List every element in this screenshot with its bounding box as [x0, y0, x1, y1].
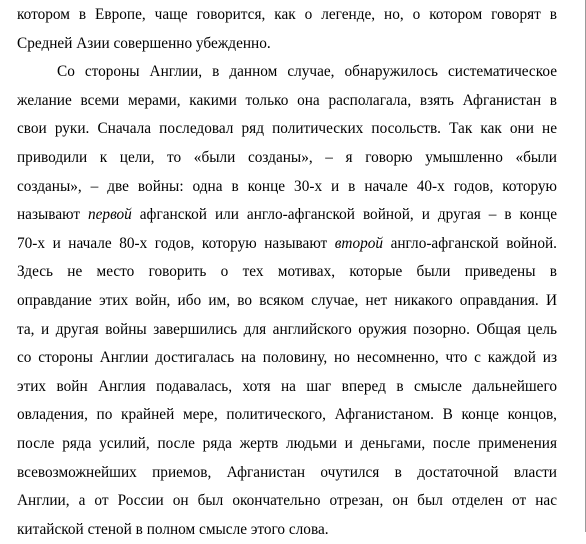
text-line: свои руки. Сначала последовал ряд политических посольств. Так как они не	[17, 120, 557, 138]
text-run: англо-афганской войной.	[383, 234, 557, 252]
text-line	[17, 201, 557, 230]
text-line: созданы», – две войны: одна в конце 30-х и в начале 40-х годов, которую	[17, 177, 557, 195]
text-line: котором в Европе, чаще говорится, как о легенде, но, о котором говорят в	[17, 6, 557, 23]
text-run: 70-х и начале 80-х годов, которую называют	[17, 234, 335, 252]
text-line: приводили к цели, то «были созданы», – я говорю умышленно «были	[17, 148, 557, 166]
text-line: этих войн Англия подавалась, хотя на шаг вперед в смысле дальнейшего	[17, 377, 557, 395]
text-line: китайской стеной в полном смысле этого слова.	[17, 520, 329, 538]
text-run: называют	[17, 206, 88, 224]
text-line: овладения, по крайней мере, политического, Афганистаном. В конце концов,	[17, 406, 557, 424]
text-line: Англии, а от России он был окончательно отрезан, он был отделен от нас	[17, 492, 557, 510]
paragraph	[17, 1, 585, 58]
text-line: Средней Азии совершенно убежденно.	[17, 34, 271, 52]
text-line	[17, 230, 557, 259]
text-line: после ряда усилий, после ряда жертв людьми и деньгами, после применения	[17, 434, 557, 452]
text-line: та, и другая войны завершились для английского оружия позорно. Общая цель	[17, 320, 557, 338]
text-line: Здесь не место говорить о тех мотивах, которые были приведены в	[17, 263, 557, 281]
paragraph	[17, 58, 585, 544]
text-line: оправдание этих войн, ибо им, во всяком случае, нет никакого оправдания. И	[17, 291, 557, 309]
text-line: желание всеми мерами, какими только она располагала, взять Афганистан в	[17, 91, 557, 109]
italic-term: первой	[87, 206, 132, 224]
text-run: афганской или англо-афганской войной, и другая – в конце	[131, 206, 557, 224]
text-line: всевозможнейших приемов, Афганистан очутился в достаточной власти	[17, 463, 557, 481]
italic-term: второй	[334, 234, 384, 252]
text-line: со стороны Англии достигалась на половину, но несомненно, что с каждой из	[17, 349, 557, 367]
text-line: Со стороны Англии, в данном случае, обнаружилось систематическое	[57, 63, 557, 81]
